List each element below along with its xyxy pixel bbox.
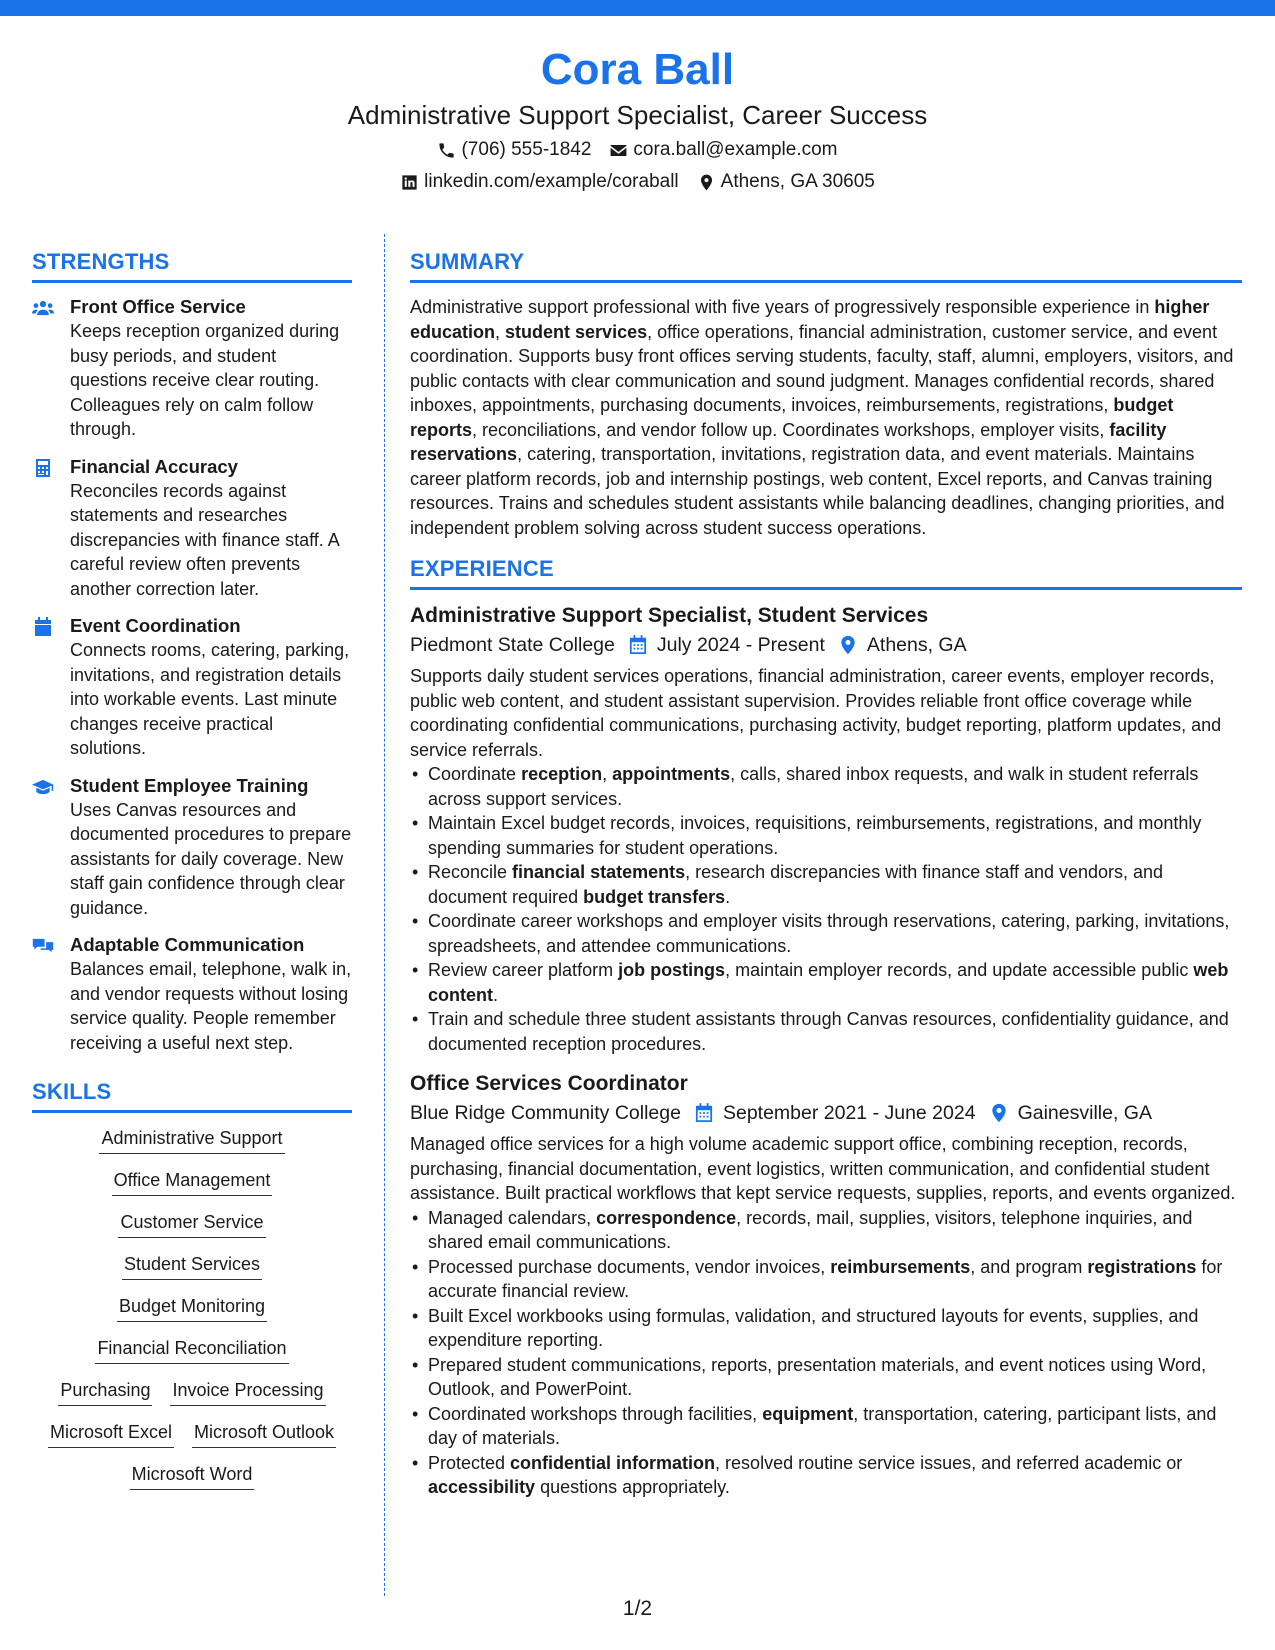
text-segment: Coordinate career workshops and employer visits through reservations, catering, parking, invitations, spreadsheets, and attendee communications. (428, 911, 1230, 956)
text-segment: Protected (428, 1452, 511, 1473)
skill-row (32, 1461, 352, 1490)
job-meta (410, 630, 1242, 660)
text-segment: Coordinated workshops through facilities, (428, 1403, 763, 1424)
strength-item (32, 295, 352, 442)
skill-tag: Office Management (112, 1167, 273, 1196)
skill-tag: Purchasing (58, 1377, 152, 1406)
bold-keyword: accessibility (428, 1477, 536, 1497)
strength-title: Financial Accuracy (70, 455, 238, 477)
job-organization: Blue Ridge Community College (410, 1102, 681, 1124)
text-segment: Review career platform (428, 960, 619, 980)
bold-keyword: confidential information (510, 1452, 716, 1473)
skills-heading: SKILLS (32, 1077, 352, 1113)
job-bullets (410, 762, 1242, 1056)
job-description: Supports daily student services operations, financial administration, career events, employer records, public web content, and student assistant supervision. Provides reliable front office coverage while coordinating confidential communications, purchasing activity, budget reporting, platform updates, and service referrals. (410, 666, 1222, 760)
chat-icon (32, 933, 56, 1055)
map-pin-icon (990, 1103, 1008, 1123)
strength-item (32, 455, 352, 602)
users-icon (32, 295, 56, 442)
page-number: 1/2 (622, 1597, 653, 1620)
text-segment: Built Excel workbooks using formulas, validation, and structured layouts for events, supplies, and expenditure reporting. (428, 1305, 1199, 1350)
linkedin-contact[interactable] (400, 168, 679, 196)
phone-text: (706) 555-1842 (461, 139, 592, 160)
text-segment: , (602, 764, 613, 784)
bold-keyword: job postings (618, 960, 726, 980)
strength-title: Front Office Service (70, 296, 246, 317)
text-segment: Administrative support professional with five years of progressively responsible experience in (410, 297, 1155, 317)
text-segment: , reconciliations, and vendor follow up. Coordinates workshops, employer visits, (472, 419, 1110, 440)
top-accent-bar (0, 0, 1275, 16)
skill-tag: Microsoft Word (130, 1461, 255, 1490)
email-contact[interactable] (609, 136, 837, 164)
text-segment: Coordinate (428, 764, 522, 784)
strength-title: Student Employee Training (70, 774, 309, 796)
email-text[interactable]: cora.ball@example.com (633, 139, 838, 160)
linkedin-text[interactable]: linkedin.com/example/coraball (424, 171, 679, 192)
contact-row-2 (0, 168, 1275, 196)
job-title: Office Services Coordinator (410, 1072, 688, 1095)
job-dates: September 2021 - June 2024 (722, 1102, 976, 1124)
phone-icon (437, 141, 456, 160)
strength-body (70, 455, 352, 602)
envelope-icon (609, 141, 628, 160)
skill-row (32, 1377, 352, 1406)
location-text: Athens, GA 30605 (720, 171, 875, 192)
strength-description: Reconciles records against statements and researches discrepancies with finance staff. A careful review often prevents another correction later. (70, 480, 339, 599)
strength-item (32, 774, 352, 921)
calendar-icon (629, 635, 647, 655)
bold-keyword: equipment (762, 1403, 854, 1424)
skill-tag: Microsoft Excel (48, 1419, 174, 1448)
text-segment: , office operations, financial administration, customer service, and event coordination. Supports busy front offices serving students, faculty, staff, alumni, employers, visitors, and public contacts with clear communication and sound judgment. Manages confidential records, shared inboxes, appointments, purchasing documents, invoices, reimbursements, registrations, (410, 321, 1234, 415)
skill-row (32, 1335, 352, 1364)
text-segment: , transportation, catering, participant lists, and day of materials. (428, 1403, 1217, 1448)
job-entry (410, 602, 1242, 1056)
skills-list (32, 1125, 352, 1490)
job-bullet (410, 1206, 1242, 1255)
text-segment: , and program (970, 1256, 1088, 1277)
strength-description: Connects rooms, catering, parking, invitations, and registration details into workable events. Last minute changes receive practical solutions. (70, 640, 350, 758)
text-segment: , (495, 321, 506, 342)
text-segment: Train and schedule three student assistants through Canvas resources, confidentiality guidance, and documented reception procedures. (428, 1009, 1229, 1054)
job-bullet (410, 762, 1242, 811)
skill-row (32, 1209, 352, 1238)
skill-tag: Microsoft Outlook (192, 1419, 336, 1448)
job-bullets (410, 1206, 1242, 1500)
skill-tag: Invoice Processing (170, 1377, 325, 1406)
candidate-title: Administrative Support Specialist, Career Success (347, 100, 928, 130)
job-meta (410, 1098, 1242, 1128)
job-location: Gainesville, GA (1017, 1102, 1152, 1124)
strength-item (32, 614, 352, 761)
job-bullet (410, 1451, 1242, 1500)
strength-body (70, 295, 352, 442)
job-bullet (410, 1402, 1242, 1451)
strength-body (70, 774, 352, 921)
bold-keyword: budget reports (410, 395, 1174, 440)
map-pin-icon (839, 635, 857, 655)
text-segment: , records, mail, supplies, visitors, telephone inquiries, and shared email communications. (428, 1207, 1193, 1252)
bold-keyword: web content (428, 960, 1229, 1005)
bold-keyword: correspondence (596, 1207, 737, 1228)
skill-tag: Budget Monitoring (117, 1293, 267, 1322)
job-bullet (410, 811, 1242, 860)
text-segment: . (493, 984, 499, 1005)
calculator-icon (32, 455, 56, 602)
strengths-heading: STRENGTHS (32, 247, 352, 283)
bold-keyword: facility reservations (410, 419, 1167, 464)
linkedin-icon (400, 173, 419, 192)
right-column (410, 247, 1242, 1514)
strength-title: Adaptable Communication (70, 934, 305, 955)
job-bullet (410, 1007, 1242, 1056)
strength-description: Keeps reception organized during busy periods, and student questions receive clear routing. Colleagues rely on calm follow through. (70, 321, 340, 439)
contact-row-1 (0, 136, 1275, 164)
text-segment: , calls, shared inbox requests, and walk in student referrals across support services. (428, 764, 1199, 809)
bold-keyword: reception (521, 764, 603, 784)
bold-keyword: appointments (612, 764, 731, 784)
skill-row (32, 1251, 352, 1280)
strength-body (70, 614, 352, 761)
experience-list (410, 602, 1242, 1500)
text-segment: questions appropriately. (535, 1477, 730, 1497)
skill-tag: Administrative Support (99, 1125, 284, 1154)
bold-keyword: registrations (1087, 1256, 1197, 1277)
text-segment: Prepared student communications, reports, presentation materials, and event notices using Word, Outlook, and PowerPoint. (428, 1354, 1207, 1399)
resume-header (0, 44, 1275, 196)
text-segment: Managed calendars, (428, 1207, 597, 1228)
text-segment: . (725, 886, 731, 907)
calendar-icon (32, 614, 56, 761)
graduation-cap-icon (32, 774, 56, 921)
job-bullet (410, 1255, 1242, 1304)
skill-row (32, 1293, 352, 1322)
bold-keyword: budget transfers (583, 886, 726, 907)
left-column (32, 247, 352, 1503)
bold-keyword: reimbursements (830, 1256, 971, 1277)
location-contact (697, 168, 875, 196)
job-organization: Piedmont State College (410, 634, 615, 656)
skill-tag: Student Services (122, 1251, 262, 1280)
job-bullet (410, 1304, 1242, 1353)
text-segment: , maintain employer records, and update accessible public (725, 960, 1194, 980)
strength-description: Balances email, telephone, walk in, and vendor requests without losing service quality. People remember receiving a useful next step. (70, 959, 352, 1053)
bold-keyword: higher education (410, 297, 1210, 342)
job-entry (410, 1070, 1242, 1500)
skill-tag: Financial Reconciliation (95, 1335, 288, 1364)
job-dates: July 2024 - Present (656, 634, 825, 656)
bold-keyword: student services (505, 321, 648, 342)
job-bullet (410, 909, 1242, 958)
strengths-list (32, 295, 352, 1055)
summary-text (410, 295, 1242, 540)
strength-description: Uses Canvas resources and documented procedures to prepare assistants for daily coverage. New staff gain confidence through clear guidance. (70, 799, 352, 918)
strength-title: Event Coordination (70, 615, 241, 636)
skill-row (32, 1419, 352, 1448)
text-segment: Maintain Excel budget records, invoices, requisitions, reimbursements, registrations, and monthly spending summaries for student operations. (428, 813, 1202, 858)
strength-item (32, 933, 352, 1055)
text-segment: for accurate financial review. (428, 1256, 1223, 1301)
text-segment: , resolved routine service issues, and referred academic or (715, 1452, 1183, 1473)
summary-heading: SUMMARY (410, 247, 1242, 283)
job-bullet (410, 860, 1242, 909)
text-segment: Reconcile (428, 862, 513, 882)
skill-row (32, 1167, 352, 1196)
job-bullet (410, 958, 1242, 1007)
text-segment: , research discrepancies with finance staff and vendors, and document required (428, 862, 1164, 907)
candidate-name: Cora Ball (540, 45, 735, 94)
column-divider (384, 234, 385, 1596)
job-location: Athens, GA (866, 634, 967, 656)
experience-heading: EXPERIENCE (410, 554, 1242, 590)
text-segment: , catering, transportation, invitations, registration data, and event materials. Maintains career platform records, job and internship postings, web content, Excel reports, and Canvas training resources. Trains and schedules student assistants while balancing deadlines, changing priorities, and independent problem solving across student success operations. (410, 444, 1225, 538)
job-bullet (410, 1353, 1242, 1402)
job-title: Administrative Support Specialist, Student Services (410, 604, 929, 627)
job-description: Managed office services for a high volume academic support office, combining reception, records, purchasing, financial documentation, event logistics, written communication, and confidential student assistance. Built practical workflows that kept service requests, supplies, reports, and events organized. (410, 1134, 1236, 1203)
skill-row (32, 1125, 352, 1154)
bold-keyword: financial statements (512, 862, 686, 882)
strength-body (70, 933, 352, 1055)
phone-contact (437, 136, 591, 164)
skill-tag: Customer Service (118, 1209, 265, 1238)
calendar-icon (695, 1103, 713, 1123)
map-pin-icon (697, 173, 716, 192)
text-segment: Processed purchase documents, vendor invoices, (428, 1256, 831, 1277)
